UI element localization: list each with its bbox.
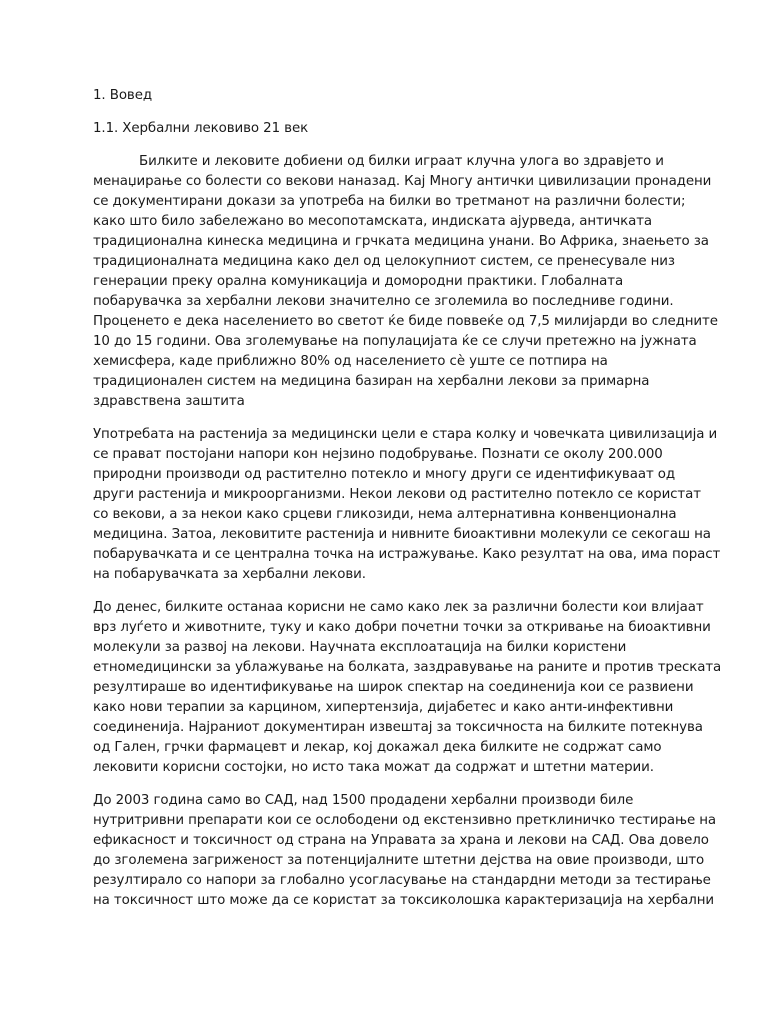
text-line: генерации преку орална комуникација и домородни практики. Глобалната	[93, 274, 624, 289]
text-line: До денес, билките останаа корисни не само како лек за различни болести кои влијаат	[93, 600, 704, 615]
text-line: како нови терапии за карцином, хипертензија, дијабетес и како анти-инфективни	[93, 700, 674, 715]
text-line: побарувачка за хербални лекови значително се зголемила во последниве години.	[93, 294, 674, 309]
text-line: врз луѓето и животните, туку и како добри почетни точки за откривање на биоактивни	[93, 620, 711, 635]
text-line: со векови, а за некои како срцеви гликозиди, нема алтернативна конвенционална	[93, 507, 677, 522]
text-line: хемисфера, каде приближно 80% од населението сè уште се потпира на	[93, 354, 608, 369]
paragraph-3	[93, 598, 722, 778]
text-line: други растенија и микроорганизми. Некои лекови од растително потекло се користат	[93, 487, 701, 502]
paragraph-1	[93, 152, 718, 412]
text-line: на побарувачката за хербални лекови.	[93, 567, 366, 582]
text-line: Употребата на растенија за медицински цели е стара колку и човечката цивилизација и	[93, 427, 718, 442]
text-line: традиционален систем на медицина базиран на хербални лекови за примарна	[93, 374, 650, 389]
text-line: Проценето е дека населението во светот ќе биде поввеќе од 7,5 милијарди во следните	[93, 314, 718, 329]
text-line: менаџирање со болести со векови наназад. Кај Многу антички цивилизации пронадени	[93, 174, 712, 189]
document-page	[93, 86, 722, 924]
text-line: природни производи од растително потекло и многу други се идентификуваат од	[93, 467, 676, 482]
text-line: нутритривни препарати кои се ослободени од екстензивно претклиничко тестирање на	[93, 813, 717, 828]
text-line: резултираше во идентификување на широк спектар на соединенија кои се развиени	[93, 680, 694, 695]
text-line: 10 до 15 години. Ова зголемување на популацијата ќе се случи претежно на јужната	[93, 334, 697, 349]
paragraph-4	[93, 791, 717, 911]
text-line: резултирало со напори за глобално усогласување на стандардни методи за тестирање	[93, 873, 711, 888]
text-line: До 2003 година само во САД, над 1500 продадени хербални производи биле	[93, 793, 634, 808]
text-line: соединенија. Најраниот документиран извештај за токсичноста на билките потекнува	[93, 720, 703, 735]
text-line: се прават постојани напори кон нејзино подобрување. Познати се околу 200.000	[93, 447, 663, 462]
text-line: до зголемена загриженост за потенцијалните штетни дејства на овие производи, што	[93, 853, 705, 868]
text-line: како што било забележано во месопотамската, индиската ајурведа, античката	[93, 214, 653, 229]
text-line: традиционална кинеска медицина и грчката медицина унани. Во Африка, знаењето за	[93, 234, 709, 249]
text-line: здравствена заштита	[93, 394, 245, 409]
text-line: од Гален, грчки фармацевт и лекар, кој докажал дека билките не содржат само	[93, 740, 662, 755]
text-line: Билките и лековите добиени од билки играат клучна улога во здравјето и	[139, 154, 664, 169]
paragraph-2	[93, 425, 721, 585]
text-line: на токсичност што може да се користат за токсиколошка карактеризација на хербални	[93, 893, 714, 908]
text-line: етномедицински за ублажување на болката, заздравување на раните и против треската	[93, 660, 722, 675]
section-heading: 1. Вовед	[93, 88, 153, 103]
text-line: ефикасност и токсичност од страна на Управата за храна и лекови на САД. Ова довело	[93, 833, 709, 848]
text-line: молекули за развој на лекови. Научната експлоатација на билки користени	[93, 640, 627, 655]
text-line: побарувачката и се централна точка на истражување. Како резултат на ова, има пораст	[93, 547, 721, 562]
text-line: традиционалната медицина како дел од целокупниот систем, се пренесувале низ	[93, 254, 675, 269]
text-line: медицина. Затоа, лековитите растенија и нивните биоактивни молекули се секогаш на	[93, 527, 711, 542]
text-line: лековити корисни состојки, но исто така можат да содржат и штетни материи.	[93, 760, 654, 775]
subsection-heading: 1.1. Хербални лековиво 21 век	[93, 121, 309, 136]
text-line: се документирани докази за употреба на билки во третманот на различни болести;	[93, 194, 686, 209]
